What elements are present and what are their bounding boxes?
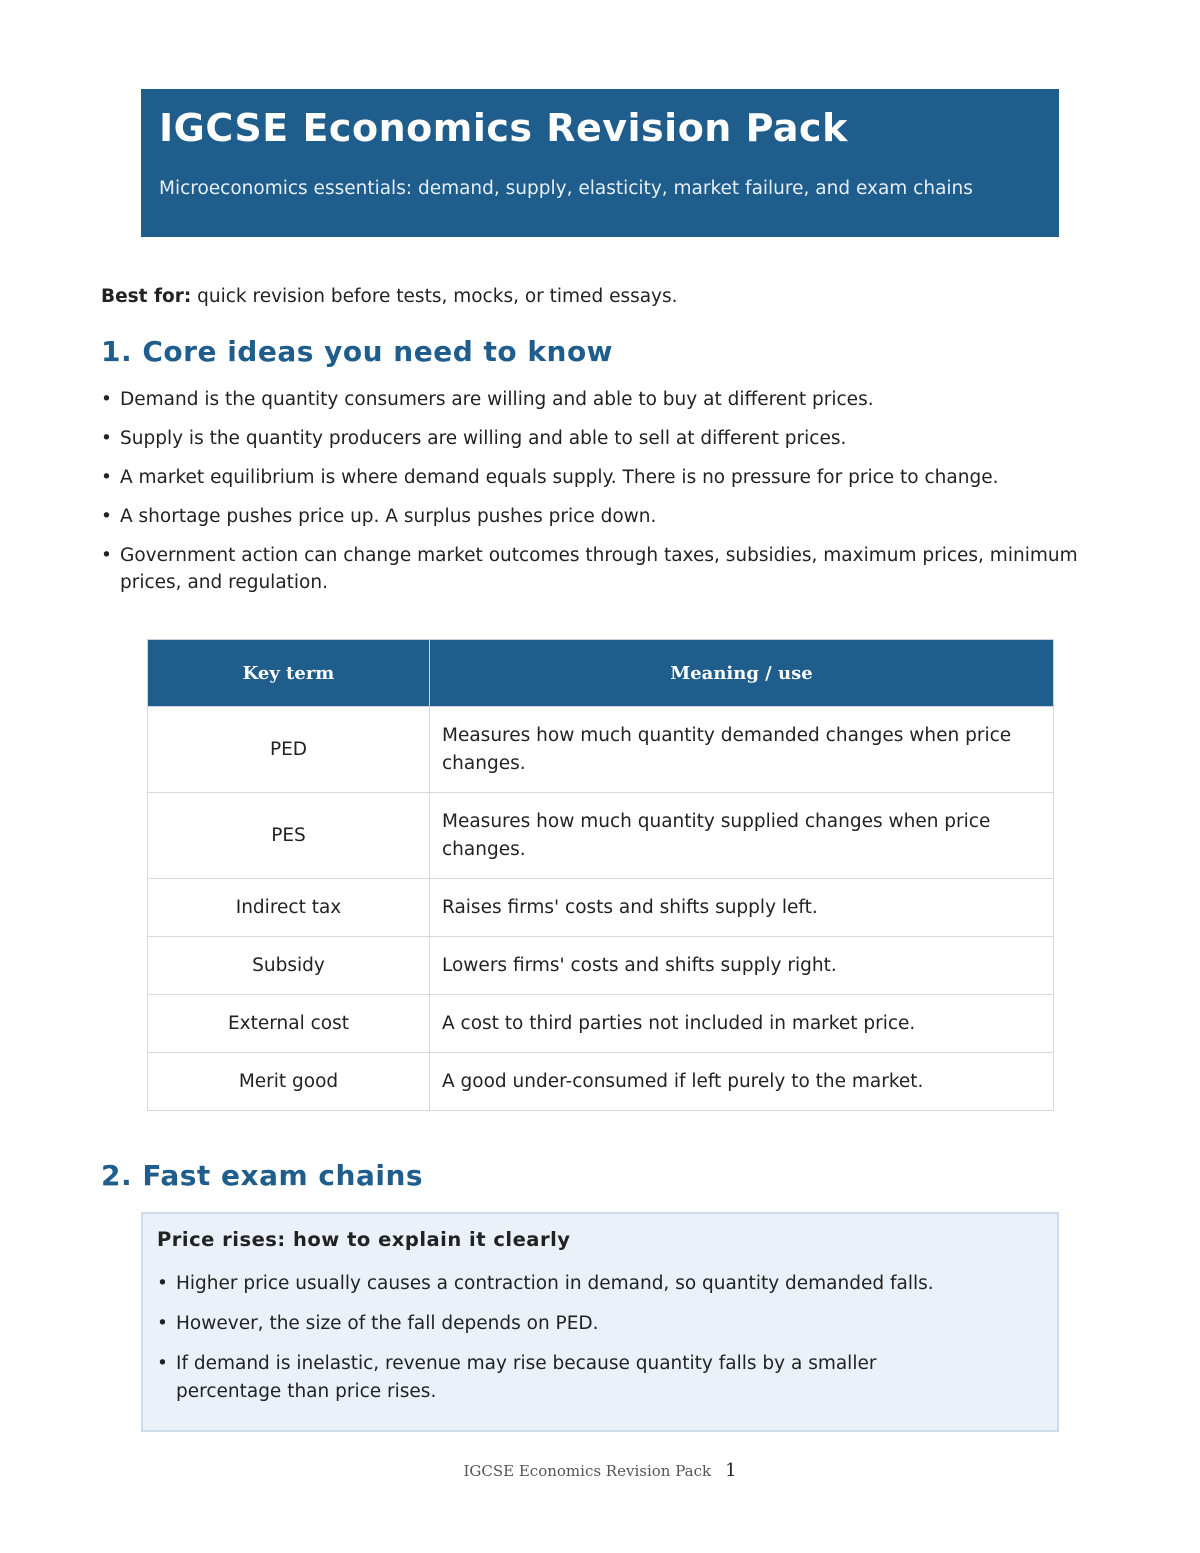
list-item: • Supply is the quantity producers are willing and able to sell at different prices. (101, 425, 1101, 452)
term-cell: External cost (148, 995, 430, 1053)
title-banner (141, 89, 1059, 237)
best-for-line (101, 284, 678, 310)
table-header-row (148, 640, 1054, 707)
column-header-meaning: Meaning / use (430, 640, 1054, 707)
list-item: • However, the size of the fall depends on PED. (157, 1310, 1043, 1338)
table-row (148, 1053, 1054, 1111)
term-cell: PED (148, 707, 430, 793)
term-cell: Merit good (148, 1053, 430, 1111)
meaning-cell: A good under-consumed if left purely to the market. (430, 1053, 1054, 1111)
list-item: • If demand is inelastic, revenue may rise because quantity falls by a smaller percentage than price rises. (157, 1350, 976, 1406)
table-row (148, 937, 1054, 995)
meaning-cell: Raises firms' costs and shifts supply left. (430, 879, 1054, 937)
list-item: • Higher price usually causes a contraction in demand, so quantity demanded falls. (157, 1270, 1043, 1298)
exam-chain-list (157, 1270, 1043, 1406)
page-title: IGCSE Economics Revision Pack (159, 106, 848, 150)
list-item: • Government action can change market outcomes through taxes, subsidies, maximum prices, minimum prices, and regulation. (101, 542, 1100, 596)
best-for-text: quick revision before tests, mocks, or timed essays. (197, 286, 678, 307)
page-subtitle: Microeconomics essentials: demand, supply, elasticity, market failure, and exam chains (159, 178, 973, 199)
page-footer (0, 1460, 1200, 1481)
column-header-key-term: Key term (148, 640, 430, 707)
list-item: • A market equilibrium is where demand equals supply. There is no pressure for price to change. (101, 464, 1040, 491)
section-heading-core-ideas: 1. Core ideas you need to know (101, 335, 614, 368)
footer-title: IGCSE Economics Revision Pack (463, 1462, 712, 1480)
meaning-cell: Measures how much quantity supplied changes when price changes. (430, 793, 1054, 879)
page-number: 1 (725, 1460, 737, 1481)
core-ideas-list (101, 386, 1101, 608)
table-row (148, 879, 1054, 937)
table-row (148, 793, 1054, 879)
list-item: • Demand is the quantity consumers are willing and able to buy at different prices. (101, 386, 1101, 413)
exam-chain-title: Price rises: how to explain it clearly (157, 1228, 571, 1251)
section-heading-exam-chains: 2. Fast exam chains (101, 1159, 424, 1192)
table-row (148, 995, 1054, 1053)
term-cell: PES (148, 793, 430, 879)
meaning-cell: A cost to third parties not included in market price. (430, 995, 1054, 1053)
meaning-cell: Lowers firms' costs and shifts supply right. (430, 937, 1054, 995)
term-cell: Subsidy (148, 937, 430, 995)
key-terms-table (147, 639, 1054, 1111)
meaning-cell: Measures how much quantity demanded changes when price changes. (430, 707, 1054, 793)
exam-chain-box (141, 1212, 1059, 1432)
list-item: • A shortage pushes price up. A surplus pushes price down. (101, 503, 1101, 530)
term-cell: Indirect tax (148, 879, 430, 937)
table-row (148, 707, 1054, 793)
best-for-label: Best for: (101, 286, 192, 307)
